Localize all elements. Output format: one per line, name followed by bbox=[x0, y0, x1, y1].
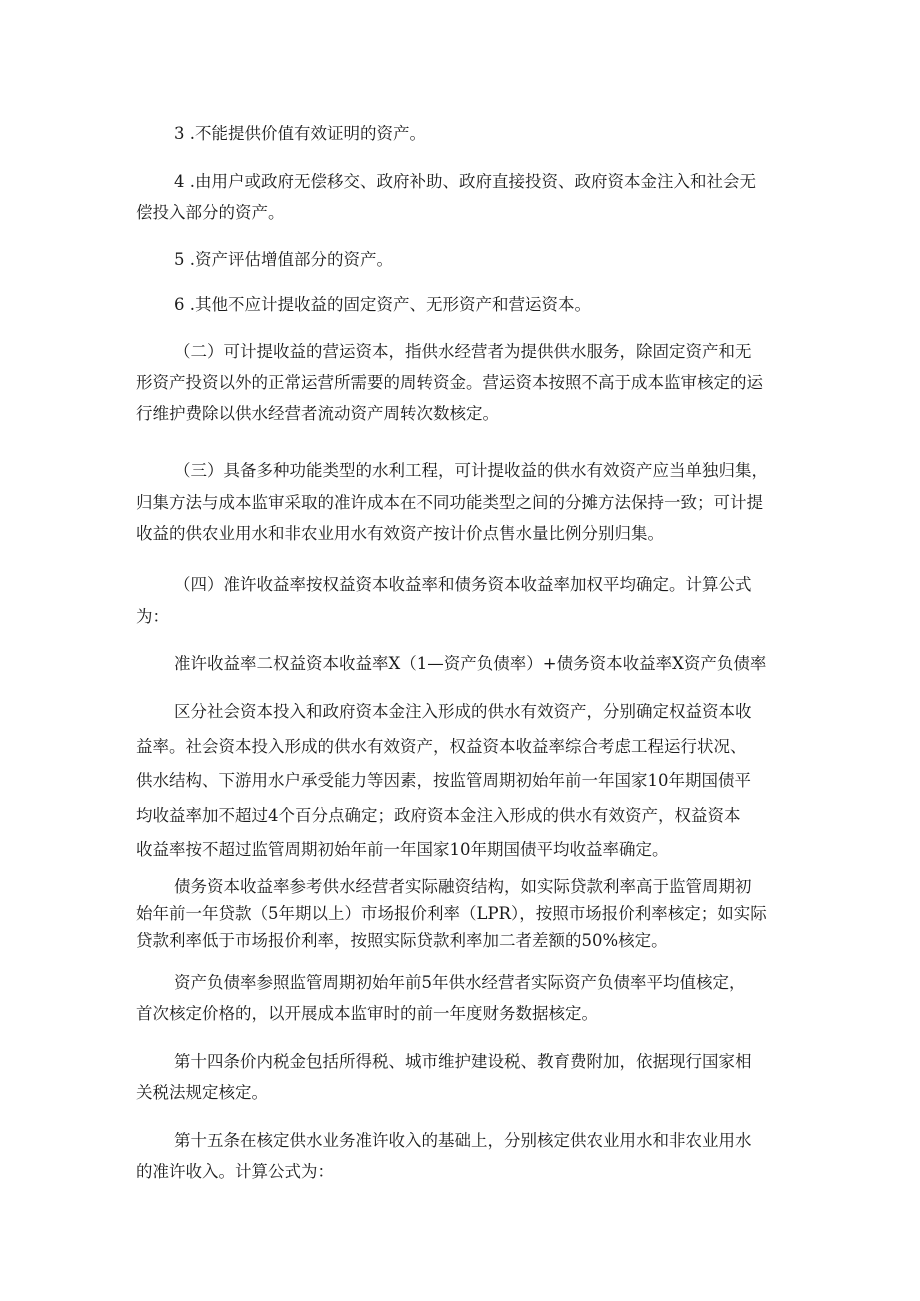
text-line: 偿投入部分的资产。 bbox=[136, 203, 285, 222]
text-line: （二）可计提收益的营运资本，指供水经营者为提供供水服务，除固定资产和无 bbox=[174, 342, 752, 361]
text-line: 的准许收入。计算公式为： bbox=[136, 1162, 334, 1181]
text-line: 行维护费除以供水经营者流动资产周转次数核定。 bbox=[136, 404, 499, 423]
text-line: （四）准许收益率按权益资本收益率和债务资本收益率加权平均确定。计算公式 bbox=[174, 575, 752, 594]
formula-line: 准许收益率二权益资本收益率X（1—资产负债率）+债务资本收益率X资产负债率 bbox=[174, 654, 767, 673]
text-line: 4 .由用户或政府无偿移交、政府补助、政府直接投资、政府资本金注入和社会无 bbox=[174, 172, 756, 191]
text-line: 收益的供农业用水和非农业用水有效资产按计价点售水量比例分别归集。 bbox=[136, 524, 664, 543]
text-line: 5 .资产评估增值部分的资产。 bbox=[174, 250, 393, 269]
text-line: 始年前一年贷款（5年期以上）市场报价利率（LPR），按照市场报价利率核定；如实际 bbox=[136, 904, 767, 923]
text-line: 益率。社会资本投入形成的供水有效资产，权益资本收益率综合考虑工程运行状况、 bbox=[136, 737, 747, 756]
text-line: 均收益率加不超过4个百分点确定；政府资本金注入形成的供水有效资产，权益资本 bbox=[136, 806, 741, 825]
text-line: 6 .其他不应计提收益的固定资产、无形资产和营运资本。 bbox=[174, 295, 591, 314]
text-line: 第十五条在核定供水业务准许收入的基础上，分别核定供农业用水和非农业用水 bbox=[174, 1131, 752, 1150]
text-line: 供水结构、下游用水户承受能力等因素，按监管周期初始年前一年国家10年期国债平 bbox=[136, 771, 751, 790]
text-line: 形资产投资以外的正常运营所需要的周转资金。营运资本按照不高于成本监审核定的运 bbox=[136, 373, 763, 392]
text-line: （三）具备多种功能类型的水利工程，可计提收益的供水有效资产应当单独归集， bbox=[174, 461, 768, 480]
text-line: 债务资本收益率参考供水经营者实际融资结构，如实际贷款利率高于监管周期初 bbox=[174, 877, 752, 896]
text-line: 为： bbox=[136, 607, 169, 626]
text-line: 资产负债率参照监管周期初始年前5年供水经营者实际资产负债率平均值核定， bbox=[174, 973, 746, 992]
text-line: 贷款利率低于市场报价利率，按照实际贷款利率加二者差额的50%核定。 bbox=[136, 931, 668, 950]
text-line: 区分社会资本投入和政府资本金注入形成的供水有效资产，分别确定权益资本收 bbox=[174, 702, 752, 721]
text-line: 收益率按不超过监管周期初始年前一年国家10年期国债平均收益率确定。 bbox=[136, 840, 669, 859]
text-line: 第十四条价内税金包括所得税、城市维护建设税、教育费附加，依据现行国家相 bbox=[174, 1052, 752, 1071]
text-line: 归集方法与成本监审采取的准许成本在不同功能类型之间的分摊方法保持一致；可计提 bbox=[136, 493, 763, 512]
text-line: 首次核定价格的，以开展成本监审时的前一年度财务数据核定。 bbox=[136, 1004, 598, 1023]
text-line: 3 .不能提供价值有效证明的资产。 bbox=[174, 124, 426, 143]
text-line: 关税法规定核定。 bbox=[136, 1083, 268, 1102]
